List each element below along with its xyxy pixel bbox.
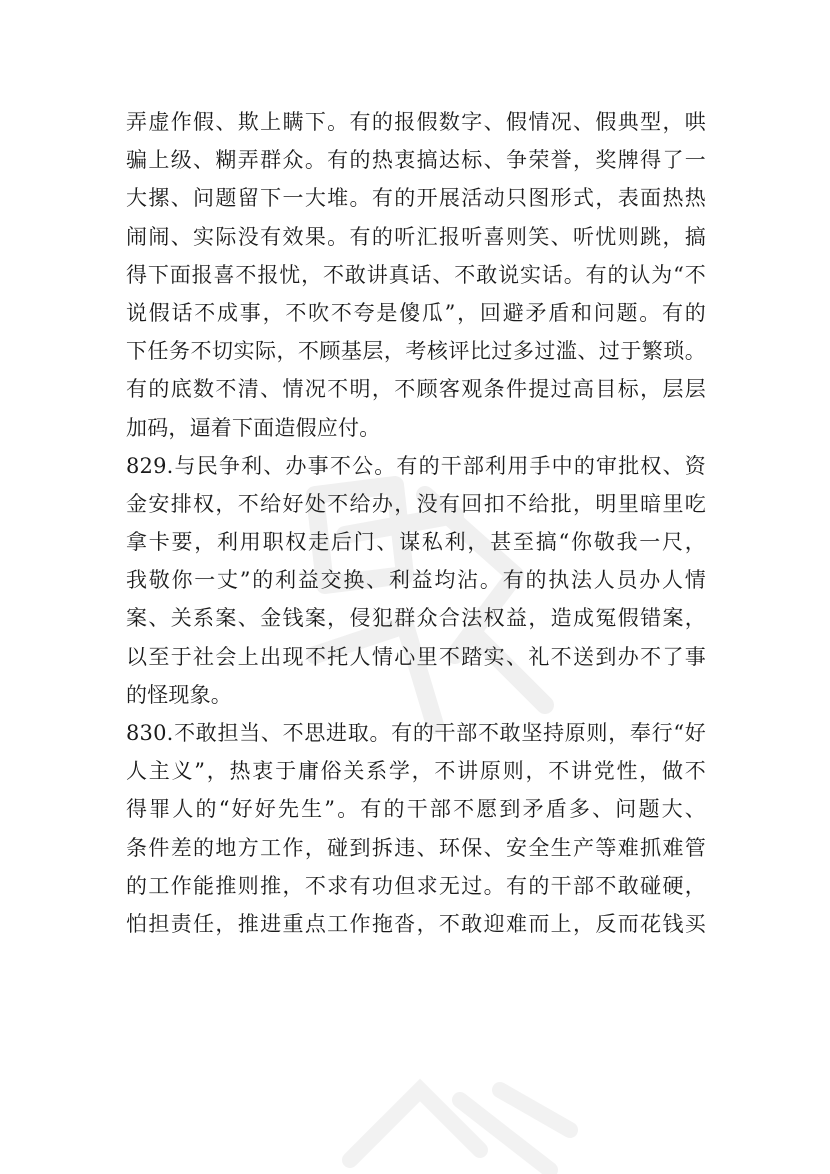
text-line: 我敬你一丈”的利益交换、利益均沾。有的执法人员办人情 (126, 568, 706, 593)
text-line: 加码，逼着下面造假应付。 (126, 415, 381, 440)
text-line: 有的底数不清、情况不明，不顾客观条件提过高目标，层层 (126, 377, 706, 402)
text-line: 下任务不切实际，不顾基层，考核评比过多过滥、过于繁琐。 (126, 339, 706, 364)
text-line: 案、关系案、金钱案，侵犯群众合法权益，造成冤假错案， (126, 606, 706, 631)
paragraph-830-heading-line: 830.不敢担当、不思进取。有的干部不敢坚持原则，奉行“好 (126, 721, 706, 745)
text-line: 金安排权，不给好处不给办，没有回扣不给批，明里暗里吃 (126, 491, 706, 516)
text-line: 条件差的地方工作，碰到拆违、环保、安全生产等难抓难管 (126, 835, 706, 860)
text-line: 人主义”，热衷于庸俗关系学，不讲原则，不讲党性，做不 (126, 759, 706, 784)
document-body (126, 103, 706, 943)
text-line: 说假话不成事，不吹不夸是傻瓜”，回避矛盾和问题。有的 (126, 300, 706, 325)
text-line: 得罪人的“好好先生”。有的干部不愿到矛盾多、问题大、 (126, 797, 706, 822)
text-line: 怕担责任，推进重点工作拖沓，不敢迎难而上，反而花钱买 (126, 911, 706, 936)
text-line: 闹闹、实际没有效果。有的听汇报听喜则笑、听忧则跳，搞 (126, 224, 706, 249)
watermark-bottom-icon (330, 1070, 580, 1174)
text-line: 得下面报喜不报忧，不敢讲真话、不敢说实话。有的认为“不 (126, 262, 706, 287)
text-line: 的工作能推则推，不求有功但求无过。有的干部不敢碰硬， (126, 873, 706, 898)
text-line: 拿卡要，利用职权走后门、谋私利，甚至搞“你敬我一尺， (126, 530, 706, 555)
text-line: 弄虚作假、欺上瞒下。有的报假数字、假情况、假典型，哄 (126, 110, 706, 134)
text-line: 骗上级、糊弄群众。有的热衷搞达标、争荣誉，奖牌得了一 (126, 148, 706, 173)
text-line: 大摞、问题留下一大堆。有的开展活动只图形式，表面热热 (126, 186, 706, 211)
text-line: 的怪现象。 (126, 682, 232, 707)
text-line: 以至于社会上出现不托人情心里不踏实、礼不送到办不了事 (126, 644, 706, 669)
paragraph-829-heading-line: 829.与民争利、办事不公。有的干部利用手中的审批权、资 (126, 453, 706, 478)
